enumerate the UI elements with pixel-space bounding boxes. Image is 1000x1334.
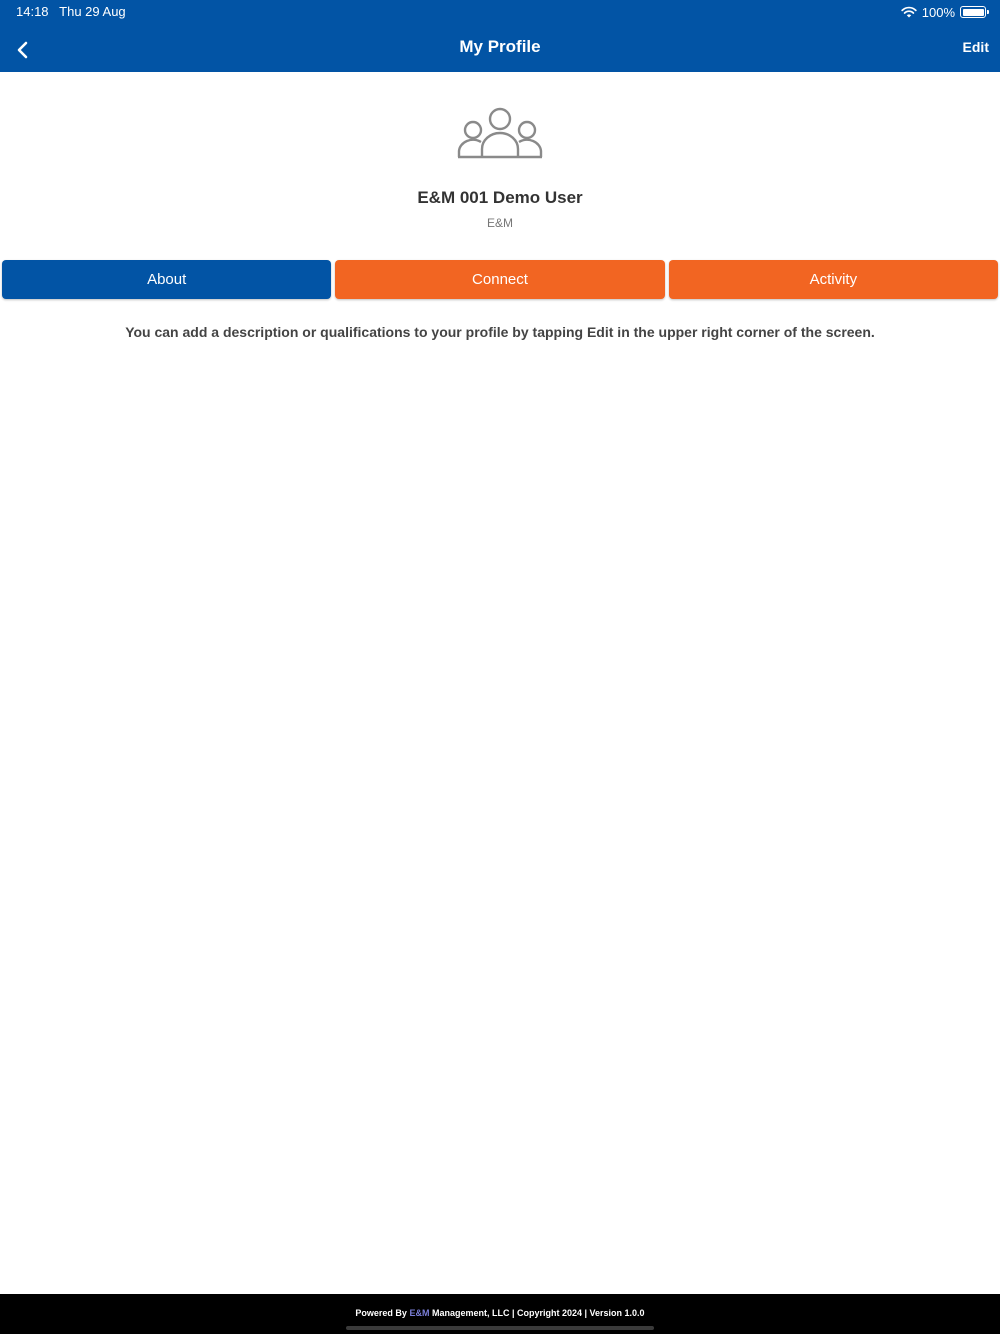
group-avatar-icon (456, 105, 544, 161)
status-bar-indicators (901, 3, 986, 21)
profile-organization: E&M (486, 216, 513, 230)
profile-tabs (2, 260, 998, 299)
footer (0, 1294, 1000, 1334)
footer-prefix: Powered By (355, 1308, 410, 1318)
wifi-icon (901, 6, 917, 18)
about-description: You can add a description or qualifications to your profile by tapping Edit in the upper right corner of the screen. (125, 324, 875, 340)
status-time: 14:18 (16, 4, 49, 19)
tab-connect[interactable]: Connect (335, 260, 664, 299)
header-bar (0, 0, 1000, 72)
battery-icon (960, 6, 986, 18)
battery-fill (963, 9, 984, 16)
battery-percentage: 100% (921, 4, 955, 20)
footer-brand-link[interactable]: E&M (409, 1308, 430, 1318)
tab-about[interactable]: About (2, 260, 331, 299)
footer-suffix: Management, LLC | Copyright 2024 | Version 1.0.0 (429, 1308, 645, 1318)
tab-activity[interactable]: Activity (669, 260, 998, 299)
status-date: Thu 29 Aug (59, 4, 126, 19)
edit-button[interactable]: Edit (962, 39, 989, 55)
status-bar-time (16, 4, 126, 19)
footer-text (0, 1308, 1000, 1318)
page-title: My Profile (459, 37, 541, 56)
profile-name: E&M 001 Demo User (417, 188, 583, 207)
home-indicator[interactable] (346, 1326, 654, 1330)
